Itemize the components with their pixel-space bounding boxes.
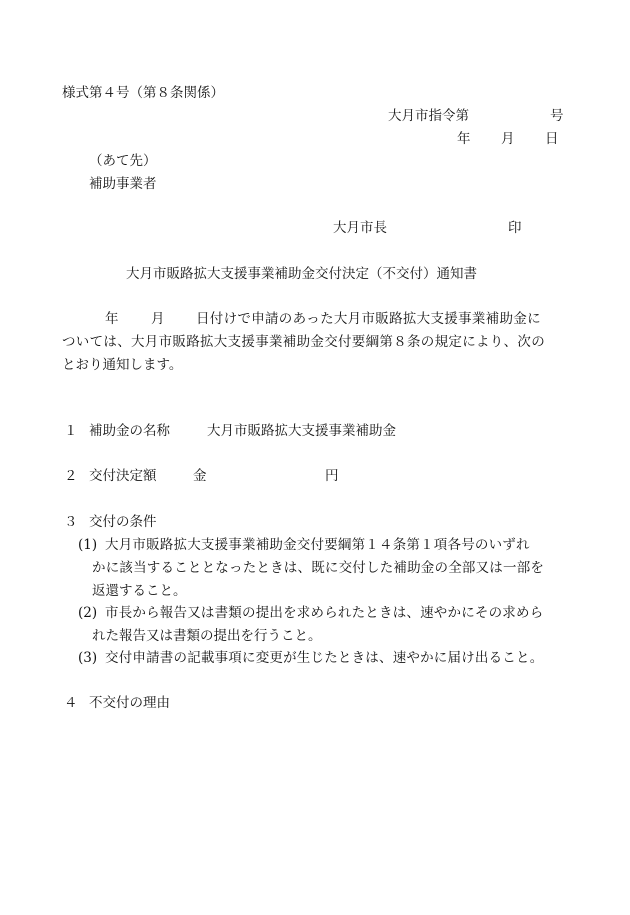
date-day: 日 bbox=[545, 131, 559, 147]
section-1-label: 補助金の名称 bbox=[89, 423, 170, 439]
body-line-1: 日付けで申請のあった大月市販路拡大支援事業補助金に bbox=[196, 311, 541, 327]
section-3-label: 交付の条件 bbox=[89, 514, 157, 530]
recipient-to-label: （あて先） bbox=[89, 153, 157, 169]
section-4-label: 不交付の理由 bbox=[89, 695, 170, 711]
condition-3-line-1: 交付申請書の記載事項に変更が生じたときは、速やかに届け出ること。 bbox=[105, 650, 544, 666]
section-2-label: 交付決定額 bbox=[89, 468, 157, 484]
body-year: 年 bbox=[105, 311, 119, 327]
condition-1-line-3: 返還すること。 bbox=[92, 583, 187, 599]
section-1-value: 大月市販路拡大支援事業補助金 bbox=[207, 423, 396, 439]
recipient-name: 補助事業者 bbox=[89, 176, 157, 192]
section-3-number: ３ bbox=[64, 514, 78, 530]
form-label: 様式第４号（第８条関係） bbox=[62, 85, 224, 101]
body-line-2: ついては、大月市販路拡大支援事業補助金交付要綱第８条の規定により、次の bbox=[62, 334, 545, 350]
seal-mark: 印 bbox=[508, 220, 522, 236]
condition-1-number: (1) bbox=[78, 537, 98, 553]
section-2-currency: 金 bbox=[193, 468, 207, 484]
directive-number-prefix: 大月市指令第 bbox=[388, 108, 469, 124]
condition-2-line-2: れた報告又は書類の提出を行うこと。 bbox=[92, 628, 322, 644]
section-2-number: ２ bbox=[64, 468, 78, 484]
section-2-unit: 円 bbox=[325, 468, 339, 484]
directive-number-suffix: 号 bbox=[550, 108, 564, 124]
condition-1-line-1: 大月市販路拡大支援事業補助金交付要綱第１４条第１項各号のいずれ bbox=[105, 537, 530, 553]
body-line-3: とおり通知します。 bbox=[62, 357, 183, 373]
condition-2-number: (2) bbox=[78, 605, 98, 621]
section-1-number: １ bbox=[64, 423, 78, 439]
document-title: 大月市販路拡大支援事業補助金交付決定（不交付）通知書 bbox=[126, 266, 477, 282]
condition-1-line-2: かに該当することとなったときは、既に交付した補助金の全部又は一部を bbox=[92, 560, 545, 576]
body-month: 月 bbox=[151, 311, 165, 327]
issuer-name: 大月市長 bbox=[333, 220, 387, 236]
condition-3-number: (3) bbox=[78, 650, 98, 666]
section-4-number: ４ bbox=[64, 695, 78, 711]
date-year: 年 bbox=[457, 131, 471, 147]
date-month: 月 bbox=[501, 131, 515, 147]
condition-2-line-1: 市長から報告又は書類の提出を求められたときは、速やかにその求めら bbox=[105, 605, 544, 621]
